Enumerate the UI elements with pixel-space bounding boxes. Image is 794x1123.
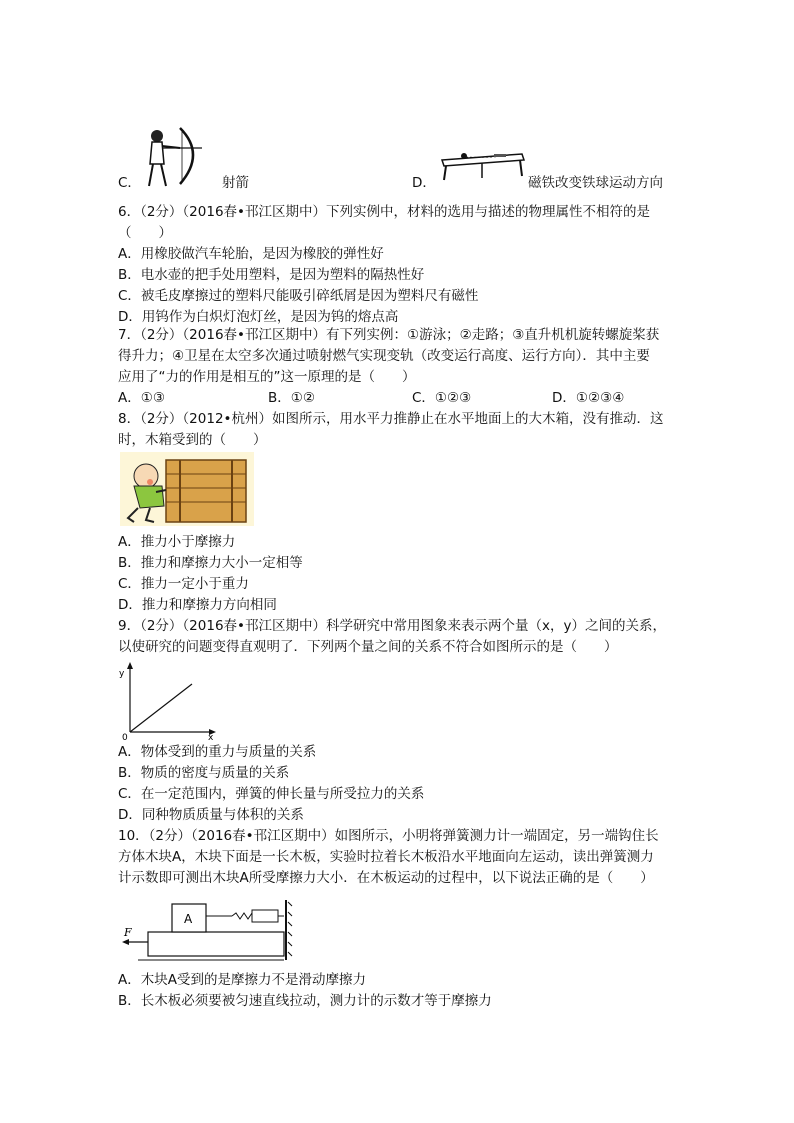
archer-figure (140, 124, 210, 188)
q6-stem-line1: 6．（2分）（2016春•邗江区期中）下列实例中，材料的选用与描述的物理属性不相符的是 (118, 204, 650, 220)
q7-option-d: D．①②③④ (552, 390, 625, 406)
q8-option-c: C．推力一定小于重力 (118, 576, 249, 592)
q10-option-b: B．长木板必须要被匀速直线拉动，测力计的示数才等于摩擦力 (118, 993, 492, 1009)
q10-stem-line2: 方体木块A，木块下面是一长木板，实验时拉着长木板沿水平地面向左运动，读出弹簧测力 (118, 849, 654, 865)
q5-option-c-label: C． (118, 175, 141, 191)
q7-stem-line2: 得升力；④卫星在太空多次通过喷射燃气实现变轨（改变运行高度、运行方向）．其中主要 (118, 348, 650, 364)
q9-stem-line1: 9．（2分）（2016春•邗江区期中）科学研究中常用图象来表示两个量（x，y）之间的关系， (118, 618, 666, 634)
friction-experiment-figure (118, 896, 294, 966)
q10-stem-line1: 10．（2分）（2016春•邗江区期中）如图所示，小明将弹簧测力计一端固定，另一端钩住长 (118, 828, 659, 844)
q8-option-a: A．推力小于摩擦力 (118, 534, 236, 550)
q8-stem-line1: 8．（2分）（2012•杭州）如图所示，用水平力推静止在水平地面上的大木箱，没有推动．这 (118, 411, 664, 427)
q9-stem-line2: 以使研究的问题变得直观明了．下列两个量之间的关系不符合如图所示的是（ ） (118, 639, 618, 655)
q7-stem-line1: 7．（2分）（2016春•邗江区期中）有下列实例：①游泳；②走路；③直升机机旋转螺旋桨获 (118, 327, 660, 343)
q8-option-d: D．推力和摩擦力方向相同 (118, 597, 277, 613)
xy-graph-figure (118, 660, 218, 740)
q6-option-c: C．被毛皮摩擦过的塑料尺能吸引碎纸屑是因为塑料尺有磁性 (118, 288, 479, 304)
push-crate-figure (120, 452, 254, 526)
q9-option-a: A．物体受到的重力与质量的关系 (118, 744, 317, 760)
graph-origin-label: 0 (122, 733, 128, 740)
q9-option-b: B．物质的密度与质量的关系 (118, 765, 290, 781)
q6-option-b: B．电水壶的把手处用塑料，是因为塑料的隔热性好 (118, 267, 425, 283)
q5-option-d-label: D． (412, 175, 436, 191)
block-a-label: A (184, 912, 193, 926)
q7-option-c: C．①②③ (412, 390, 472, 406)
q6-stem-line2: （ ） (118, 225, 172, 241)
q7-stem-line3: 应用了“力的作用是相互的”这一原理的是（ ） (118, 369, 416, 385)
q5-option-c-caption: 射箭 (222, 175, 249, 191)
magnet-table-figure (436, 146, 528, 182)
graph-x-label: x (208, 733, 214, 740)
q6-option-a: A．用橡胶做汽车轮胎，是因为橡胶的弹性好 (118, 246, 384, 262)
q6-option-d: D．用钨作为白炽灯泡灯丝，是因为钨的熔点高 (118, 309, 399, 325)
q10-stem-line3: 计示数即可测出木块A所受摩擦力大小．在木板运动的过程中，以下说法正确的是（ ） (118, 870, 654, 886)
q8-option-b: B．推力和摩擦力大小一定相等 (118, 555, 303, 571)
q7-option-b: B．①② (268, 390, 315, 406)
q5-option-d-caption: 磁铁改变铁球运动方向 (528, 175, 663, 191)
q8-stem-line2: 时，木箱受到的（ ） (118, 432, 267, 448)
q9-option-c: C．在一定范围内，弹簧的伸长量与所受拉力的关系 (118, 786, 425, 802)
graph-y-label: y (119, 669, 125, 679)
q10-option-a: A．木块A受到的是摩擦力不是滑动摩擦力 (118, 972, 366, 988)
force-f-label: F (124, 926, 132, 939)
q9-option-d: D．同种物质质量与体积的关系 (118, 807, 304, 823)
q7-option-a: A．①③ (118, 390, 165, 406)
